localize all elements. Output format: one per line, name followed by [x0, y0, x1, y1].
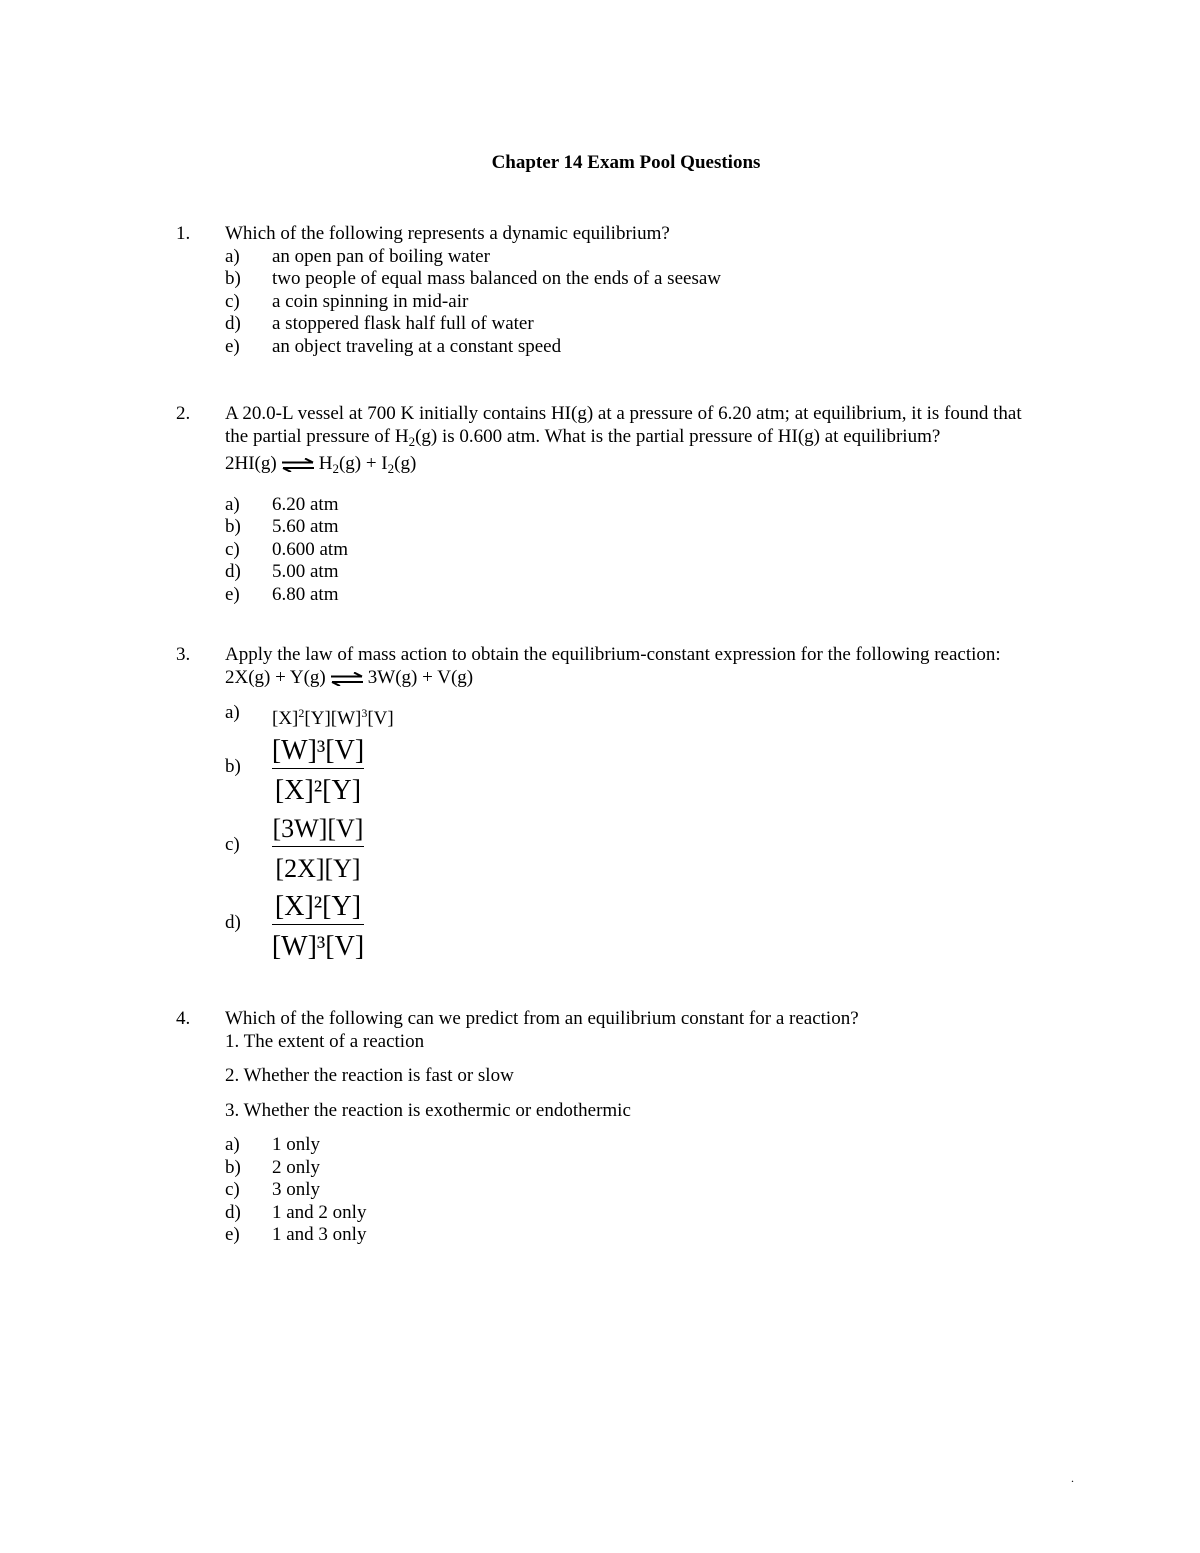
- question-number: 4.: [176, 1008, 191, 1029]
- statement-3: 3. Whether the reaction is exothermic or endothermic: [225, 1099, 631, 1121]
- reaction-equation: 2X(g) + Y(g) 3W(g) + V(g): [225, 666, 474, 688]
- question-text: Which of the following can we predict from an equilibrium constant for a reaction?: [225, 1008, 859, 1029]
- question-2: [176, 403, 1136, 606]
- option-b: b) 2 only: [225, 1156, 321, 1178]
- fraction-denominator: [272, 849, 364, 885]
- fraction-numerator: [272, 731, 364, 767]
- svg-text:[W]³[V]: [W]³[V]: [272, 930, 364, 962]
- question-text: Apply the law of mass action to obtain the equilibrium-constant expression for the following reaction:: [225, 644, 1001, 665]
- fraction: [272, 887, 364, 963]
- option-b: b) [W]³[V] [X]²[Y]: [225, 731, 1076, 807]
- fraction-bar: [272, 768, 364, 769]
- question-text-line-2: the partial pressure of $H_2(g)$ is 0.600 atm. What is the partial pressure of HI(g) at equilibrium?: [225, 425, 941, 449]
- option-d: d) 1 and 2 only: [225, 1201, 367, 1223]
- option-d: d) 5.00 atm: [225, 561, 339, 582]
- option-d: d) [X]²[Y] [W]³[V]: [225, 887, 1076, 963]
- question-text-line-1: A 20.0-L vessel at 700 K initially contains HI(g) at a pressure of 6.20 atm; at equilibrium, it is found that: [225, 403, 1022, 424]
- question-1: [176, 223, 1076, 358]
- fraction-denominator: [272, 771, 364, 807]
- option-a: a) $[X]^2[Y][W]^3[V]$: [225, 702, 394, 729]
- option-a: a) an open pan of boiling water: [225, 245, 490, 267]
- option-d: d) a stoppered flask half full of water: [225, 313, 534, 334]
- question-4: [176, 1008, 1076, 1247]
- option-e: e) 6.80 atm: [225, 583, 339, 605]
- option-b: b) 5.60 atm: [225, 516, 339, 537]
- svg-text:[W]³[V]: [W]³[V]: [272, 734, 364, 766]
- fraction-bar: [272, 846, 364, 847]
- option-c: c) 0.600 atm: [225, 538, 348, 560]
- option-c: c) 3 only: [225, 1179, 321, 1200]
- svg-text:[X]²[Y]: [X]²[Y]: [274, 890, 362, 922]
- statement-1: 1. The extent of a reaction: [225, 1030, 425, 1052]
- question-text: Which of the following represents a dynamic equilibrium?: [225, 223, 670, 244]
- equilibrium-arrow-icon: [330, 672, 364, 686]
- fraction: [272, 809, 364, 885]
- svg-text:[X]²[Y]: [X]²[Y]: [274, 774, 362, 806]
- fraction-denominator: [272, 927, 364, 963]
- option-c: c) [3W][V] [2X][Y]: [225, 809, 1076, 885]
- svg-text:[2X][Y]: [2X][Y]: [275, 853, 361, 883]
- option-b: b) two people of equal mass balanced on the ends of a seesaw: [225, 268, 721, 289]
- question-number: 1.: [176, 223, 191, 244]
- question-3: [176, 644, 1076, 963]
- fraction: [272, 731, 364, 807]
- equilibrium-arrow-icon: [281, 458, 315, 472]
- fraction-numerator: [272, 809, 364, 845]
- question-number: 2.: [176, 403, 191, 424]
- reaction-equation: 2HI(g) $H_2(g) + I_2(g)$: [225, 453, 417, 476]
- option-e: e) 1 and 3 only: [225, 1224, 367, 1245]
- fraction-numerator: [272, 887, 364, 923]
- fraction-bar: [272, 924, 364, 925]
- question-number: 3.: [176, 644, 191, 665]
- page-title: Chapter 14 Exam Pool Questions: [491, 152, 761, 173]
- footer-mark: .: [1071, 1471, 1074, 1485]
- svg-text:[3W][V]: [3W][V]: [272, 813, 364, 843]
- option-e: e) an object traveling at a constant speed: [225, 335, 562, 357]
- statement-2: 2. Whether the reaction is fast or slow: [225, 1065, 514, 1086]
- option-a: a) 6.20 atm: [225, 493, 339, 515]
- option-c: c) a coin spinning in mid-air: [225, 290, 469, 312]
- option-a: a) 1 only: [225, 1134, 321, 1155]
